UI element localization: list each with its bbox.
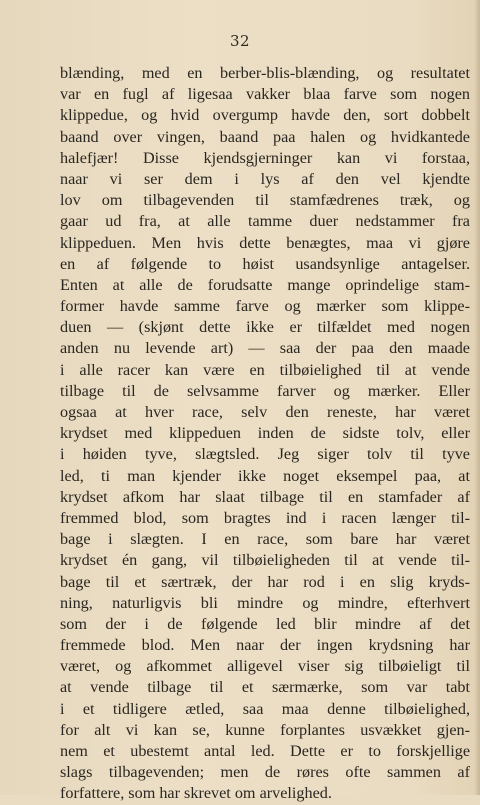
text-line: blænding, med en berber-blis-blænding, og resultatet — [60, 64, 470, 82]
text-line: en af følgende to høist usandsynlige antagelser. — [60, 254, 470, 273]
text-line: baand over vingen, baand paa halen og hvidkantede — [60, 127, 470, 146]
text-line: halefjær! Disse kjendsgjerninger kan vi forstaa, — [60, 148, 470, 167]
text-line: i høiden tyve, slægtsled. Jeg siger tolv til tyve — [60, 445, 470, 464]
text-line: Enten at alle de forudsatte mange oprindelige stam- — [60, 275, 470, 294]
text-line: som der i de følgende led blir mindre af det — [60, 614, 470, 633]
text-line: været, og afkommet alligevel viser sig tilbøieligt til — [60, 657, 470, 676]
text-line: lov om tilbagevenden til stamfædrenes træk, og — [60, 191, 470, 210]
text-line: nem et ubestemt antal led. Dette er to forskjellige — [60, 742, 470, 760]
text-line: gaar ud fra, at alle tamme duer nedstammer fra — [60, 212, 470, 231]
text-line: ning, naturligvis bli mindre og mindre, efterhvert — [60, 593, 470, 612]
text-line: slags tilbagevenden; men de røres ofte sammen af — [60, 763, 470, 782]
text-line: former havde samme farve og mærker som klippe- — [60, 297, 470, 316]
text-line: for alt vi kan se, kunne forplantes usvækket gjen- — [60, 720, 470, 739]
text-line: bage i slægten. I en race, som bare har været — [60, 530, 470, 549]
text-line: krydset afkom har slaat tilbage til en stamfader af — [60, 487, 470, 506]
text-line: krydset med klippeduen inden de sidste tolv, eller — [60, 424, 470, 443]
text-line: led, ti man kjender ikke noget eksempel paa, at — [60, 466, 470, 485]
text-line: naar vi ser dem i lys af den vel kjendte — [60, 169, 470, 188]
body-text — [60, 63, 470, 805]
text-line: fremmed blod, som bragtes ind i racen længer til- — [60, 508, 470, 527]
text-line: duen — (skjønt dette ikke er tilfældet med nogen — [60, 318, 470, 337]
text-line: tilbage til de selvsamme farver og mærker. Eller — [60, 381, 470, 400]
text-line: forfattere, som har skrevet om arvelighed. — [60, 784, 332, 803]
text-line: fremmede blod. Men naar der ingen krydsning har — [60, 636, 470, 655]
text-line: anden nu levende art) — saa der paa den maade — [60, 339, 470, 358]
page-edge-shadow — [474, 0, 480, 795]
page-number: 32 — [229, 32, 251, 50]
text-line: i et tidligere ætled, saa maa denne tilbøielighed, — [60, 699, 470, 718]
text-line: at vende tilbage til et særmærke, som var tabt — [60, 678, 470, 697]
text-line: var en fugl af ligesaa vakker blaa farve som nogen — [60, 85, 470, 104]
text-line: ogsaa at hver race, selv den reneste, har været — [60, 403, 470, 421]
text-line: bage til et særtræk, der har rod i en slig kryds- — [60, 572, 470, 591]
text-line: klippeduen. Men hvis dette benægtes, maa vi gjøre — [60, 233, 470, 252]
text-line: i alle racer kan være en tilbøielighed til at vende — [60, 360, 470, 379]
text-line: krydset én gang, vil tilbøieligheden til at vende til- — [60, 551, 470, 570]
text-line: klippedue, og hvid overgump havde den, sort dobbelt — [60, 106, 470, 125]
